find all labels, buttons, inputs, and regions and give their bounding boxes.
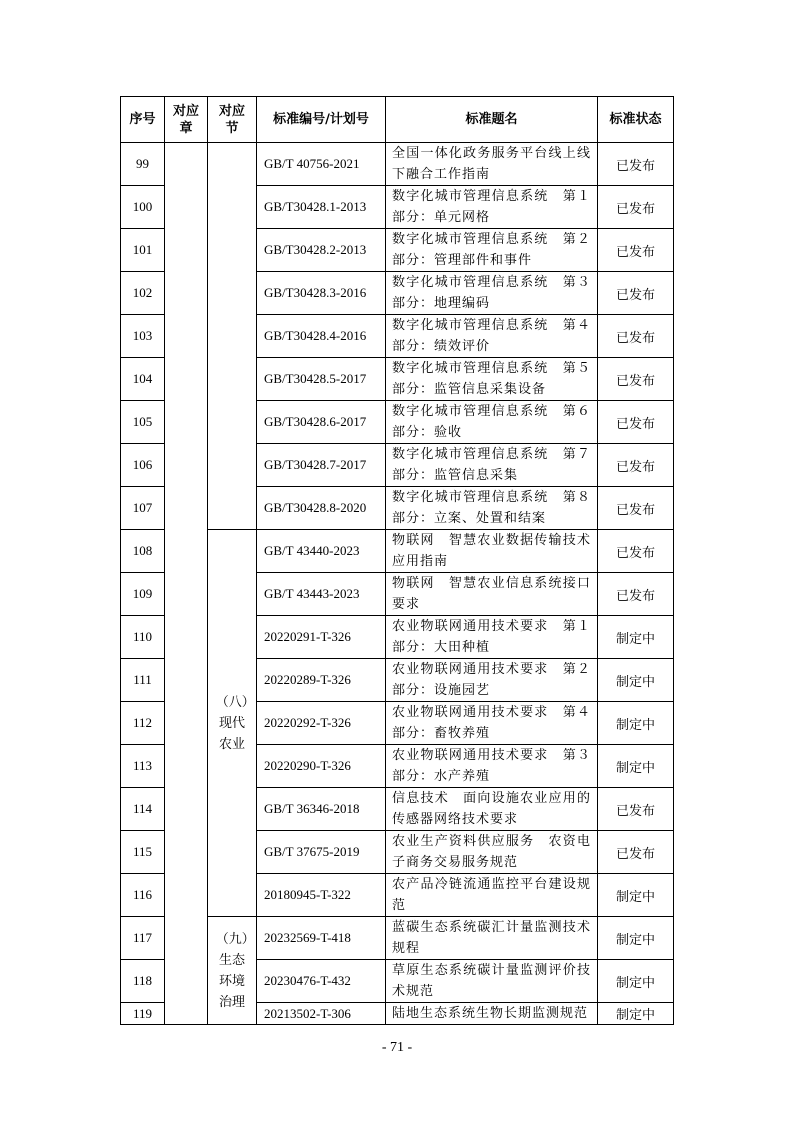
header-code: 标准编号/计划号 <box>257 97 386 143</box>
seq-cell: 114 <box>121 788 165 831</box>
title-cell: 数字化城市管理信息系统 第３部分：地理编码 <box>386 272 598 315</box>
seq-cell: 115 <box>121 831 165 874</box>
code-cell: GB/T 43443-2023 <box>257 573 386 616</box>
code-cell: GB/T 37675-2019 <box>257 831 386 874</box>
title-cell: 数字化城市管理信息系统 第６部分：验收 <box>386 401 598 444</box>
code-cell: GB/T30428.3-2016 <box>257 272 386 315</box>
status-cell: 制定中 <box>598 616 674 659</box>
code-cell: GB/T30428.7-2017 <box>257 444 386 487</box>
status-cell: 制定中 <box>598 960 674 1003</box>
title-cell: 农业物联网通用技术要求 第４部分：畜牧养殖 <box>386 702 598 745</box>
code-cell: GB/T30428.8-2020 <box>257 487 386 530</box>
status-cell: 已发布 <box>598 401 674 444</box>
table-row <box>121 143 674 186</box>
code-cell: GB/T30428.6-2017 <box>257 401 386 444</box>
seq-cell: 117 <box>121 917 165 960</box>
chapter-cell <box>165 143 208 1025</box>
seq-cell: 118 <box>121 960 165 1003</box>
code-cell: 20220292-T-326 <box>257 702 386 745</box>
code-cell: GB/T 43440-2023 <box>257 530 386 573</box>
seq-cell: 107 <box>121 487 165 530</box>
seq-cell: 108 <box>121 530 165 573</box>
title-cell: 农业生产资料供应服务 农资电子商务交易服务规范 <box>386 831 598 874</box>
status-cell: 已发布 <box>598 573 674 616</box>
seq-cell: 104 <box>121 358 165 401</box>
code-cell: 20213502-T-306 <box>257 1003 386 1025</box>
header-chapter: 对应章 <box>165 97 208 143</box>
status-cell: 已发布 <box>598 487 674 530</box>
code-cell: GB/T30428.4-2016 <box>257 315 386 358</box>
title-cell: 数字化城市管理信息系统 第２部分：管理部件和事件 <box>386 229 598 272</box>
seq-cell: 111 <box>121 659 165 702</box>
seq-cell: 103 <box>121 315 165 358</box>
section-cell-modern-agriculture <box>208 530 257 917</box>
code-cell: GB/T30428.1-2013 <box>257 186 386 229</box>
section-label: （八）现代农业 <box>215 694 249 752</box>
section-cell-ecological-governance <box>208 917 257 1025</box>
status-cell: 制定中 <box>598 917 674 960</box>
code-cell: 20220289-T-326 <box>257 659 386 702</box>
page-number: - 71 - <box>381 1040 413 1055</box>
title-cell: 蓝碳生态系统碳汇计量监测技术规程 <box>386 917 598 960</box>
title-cell: 数字化城市管理信息系统 第８部分：立案、处置和结案 <box>386 487 598 530</box>
title-cell: 信息技术 面向设施农业应用的传感器网络技术要求 <box>386 788 598 831</box>
header-status: 标准状态 <box>598 97 674 143</box>
title-cell: 农业物联网通用技术要求 第２部分：设施园艺 <box>386 659 598 702</box>
header-section: 对应节 <box>208 97 257 143</box>
seq-cell: 113 <box>121 745 165 788</box>
seq-cell: 112 <box>121 702 165 745</box>
header-seq: 序号 <box>121 97 165 143</box>
code-cell: 20180945-T-322 <box>257 874 386 917</box>
title-cell: 数字化城市管理信息系统 第１部分：单元网格 <box>386 186 598 229</box>
code-cell: 20220290-T-326 <box>257 745 386 788</box>
code-cell: GB/T30428.2-2013 <box>257 229 386 272</box>
code-cell: 20230476-T-432 <box>257 960 386 1003</box>
header-title: 标准题名 <box>386 97 598 143</box>
seq-cell: 110 <box>121 616 165 659</box>
status-cell: 制定中 <box>598 874 674 917</box>
code-cell: 20232569-T-418 <box>257 917 386 960</box>
title-cell: 农产品冷链流通监控平台建设规范 <box>386 874 598 917</box>
code-cell: 20220291-T-326 <box>257 616 386 659</box>
status-cell: 制定中 <box>598 1003 674 1025</box>
seq-cell: 109 <box>121 573 165 616</box>
code-cell: GB/T 36346-2018 <box>257 788 386 831</box>
status-cell: 已发布 <box>598 831 674 874</box>
seq-cell: 105 <box>121 401 165 444</box>
seq-cell: 101 <box>121 229 165 272</box>
code-cell: GB/T 40756-2021 <box>257 143 386 186</box>
status-cell: 已发布 <box>598 229 674 272</box>
status-cell: 制定中 <box>598 745 674 788</box>
standards-table <box>120 96 674 1025</box>
title-cell: 农业物联网通用技术要求 第３部分：水产养殖 <box>386 745 598 788</box>
seq-cell: 106 <box>121 444 165 487</box>
seq-cell: 116 <box>121 874 165 917</box>
status-cell: 已发布 <box>598 143 674 186</box>
title-cell: 全国一体化政务服务平台线上线下融合工作指南 <box>386 143 598 186</box>
status-cell: 已发布 <box>598 272 674 315</box>
title-cell: 物联网 智慧农业信息系统接口要求 <box>386 573 598 616</box>
section-cell <box>208 143 257 530</box>
seq-cell: 119 <box>121 1003 165 1025</box>
section-label: （九）生态环境治理 <box>215 931 249 1010</box>
seq-cell: 100 <box>121 186 165 229</box>
title-cell: 陆地生态系统生物长期监测规范 <box>386 1003 598 1025</box>
status-cell: 已发布 <box>598 358 674 401</box>
status-cell: 已发布 <box>598 315 674 358</box>
status-cell: 制定中 <box>598 659 674 702</box>
status-cell: 制定中 <box>598 702 674 745</box>
title-cell: 数字化城市管理信息系统 第４部分：绩效评价 <box>386 315 598 358</box>
seq-cell: 102 <box>121 272 165 315</box>
header-row <box>121 97 674 143</box>
status-cell: 已发布 <box>598 788 674 831</box>
title-cell: 数字化城市管理信息系统 第５部分：监管信息采集设备 <box>386 358 598 401</box>
title-cell: 数字化城市管理信息系统 第７部分：监管信息采集 <box>386 444 598 487</box>
title-cell: 草原生态系统碳计量监测评价技术规范 <box>386 960 598 1003</box>
status-cell: 已发布 <box>598 186 674 229</box>
code-cell: GB/T30428.5-2017 <box>257 358 386 401</box>
title-cell: 农业物联网通用技术要求 第１部分：大田种植 <box>386 616 598 659</box>
title-cell: 物联网 智慧农业数据传输技术应用指南 <box>386 530 598 573</box>
seq-cell: 99 <box>121 143 165 186</box>
status-cell: 已发布 <box>598 444 674 487</box>
status-cell: 已发布 <box>598 530 674 573</box>
